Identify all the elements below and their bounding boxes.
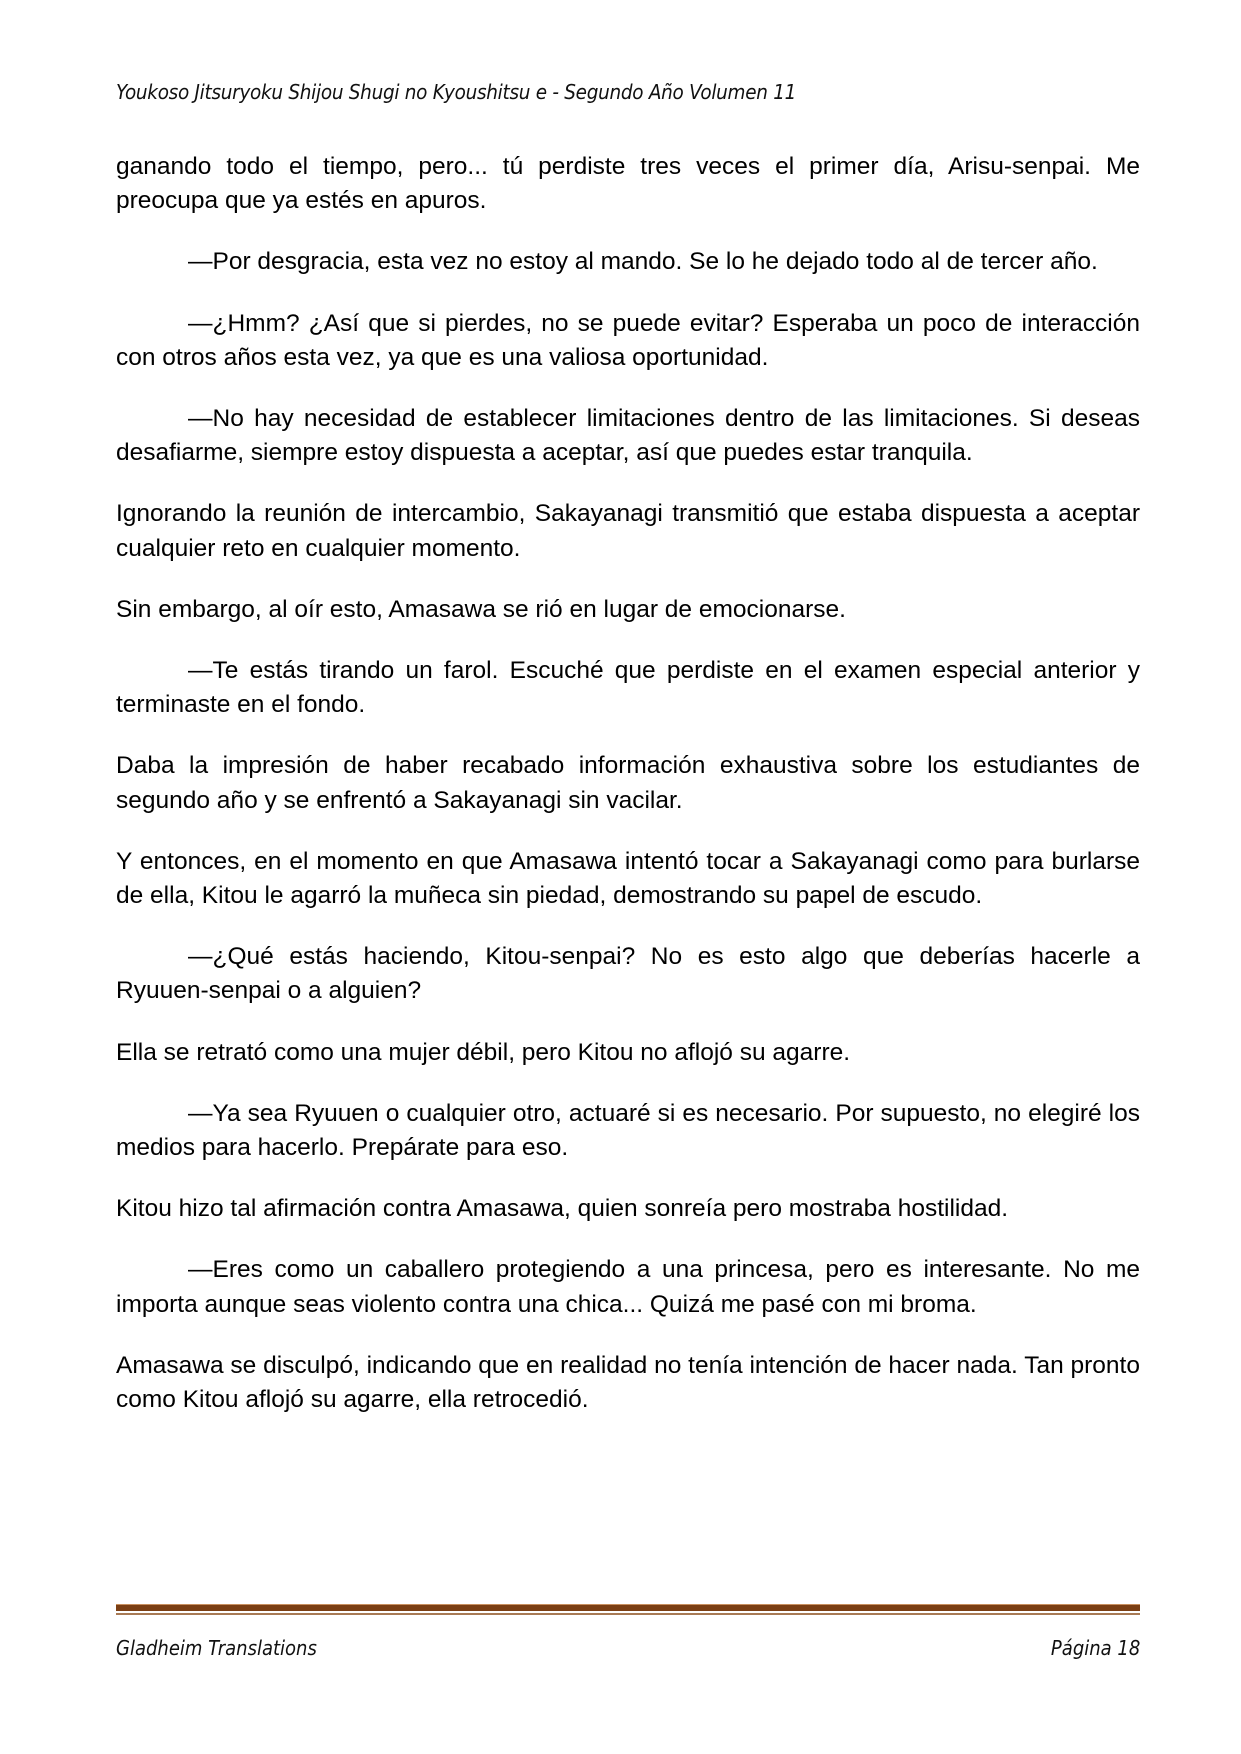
paragraph: —No hay necesidad de establecer limitaciones dentro de las limitaciones. Si deseas desafiarme, siempre estoy dispuesta a aceptar, así que puedes estar tranquila. (116, 405, 1140, 467)
paragraph: Amasawa se disculpó, indicando que en realidad no tenía intención de hacer nada. Tan pronto como Kitou aflojó su agarre, ella retrocedió. (116, 1351, 1140, 1414)
footer-rule (116, 1604, 1140, 1615)
paragraph: ganando todo el tiempo, pero... tú perdiste tres veces el primer día, Arisu-senpai. Me preocupa que ya estés en apuros. (116, 153, 1140, 215)
footer-rule-thick (116, 1604, 1140, 1611)
paragraph: —Por desgracia, esta vez no estoy al mando. Se lo he dejado todo al de tercer año. (188, 248, 1098, 276)
paragraph: Ella se retrató como una mujer débil, pero Kitou no aflojó su agarre. (116, 1038, 851, 1066)
paragraph: Sin embargo, al oír esto, Amasawa se rió en lugar de emocionarse. (116, 595, 846, 623)
paragraph: —Te estás tirando un farol. Escuché que perdiste en el examen especial anterior y terminaste en el fondo. (116, 657, 1140, 719)
page-body (116, 150, 1140, 1444)
paragraph: Ignorando la reunión de intercambio, Sakayanagi transmitió que estaba dispuesta a aceptar cualquier reto en cualquier momento. (116, 500, 1140, 562)
paragraph: —Eres como un caballero protegiendo a una princesa, pero es interesante. No me importa aunque seas violento contra una chica... Quizá me pasé con mi broma. (116, 1256, 1140, 1318)
paragraph: Daba la impresión de haber recabado información exhaustiva sobre los estudiantes de segundo año y se enfrentó a Sakayanagi sin vacilar. (116, 752, 1140, 814)
running-header: Youkoso Jitsuryoku Shijou Shugi no Kyoushitsu e - Segundo Año Volumen 11 (116, 80, 797, 104)
footer-rule-thin (116, 1613, 1140, 1615)
page-number: Página 18 (1050, 1636, 1140, 1660)
footer-credit: Gladheim Translations (116, 1636, 317, 1660)
paragraph: —¿Hmm? ¿Así que si pierdes, no se puede evitar? Esperaba un poco de interacción con otros años esta vez, ya que es una valiosa oportunidad. (116, 309, 1140, 371)
paragraph: Y entonces, en el momento en que Amasawa intentó tocar a Sakayanagi como para burlarse de ella, Kitou le agarró la muñeca sin piedad, demostrando su papel de escudo. (116, 847, 1140, 910)
paragraph: —¿Qué estás haciendo, Kitou-senpai? No es esto algo que deberías hacerle a Ryuuen-senpai o a alguien? (116, 943, 1140, 1005)
paragraph: Kitou hizo tal afirmación contra Amasawa, quien sonreía pero mostraba hostilidad. (116, 1195, 1009, 1223)
paragraph: —Ya sea Ryuuen o cualquier otro, actuaré si es necesario. Por supuesto, no elegiré los medios para hacerlo. Prepárate para eso. (116, 1099, 1140, 1162)
